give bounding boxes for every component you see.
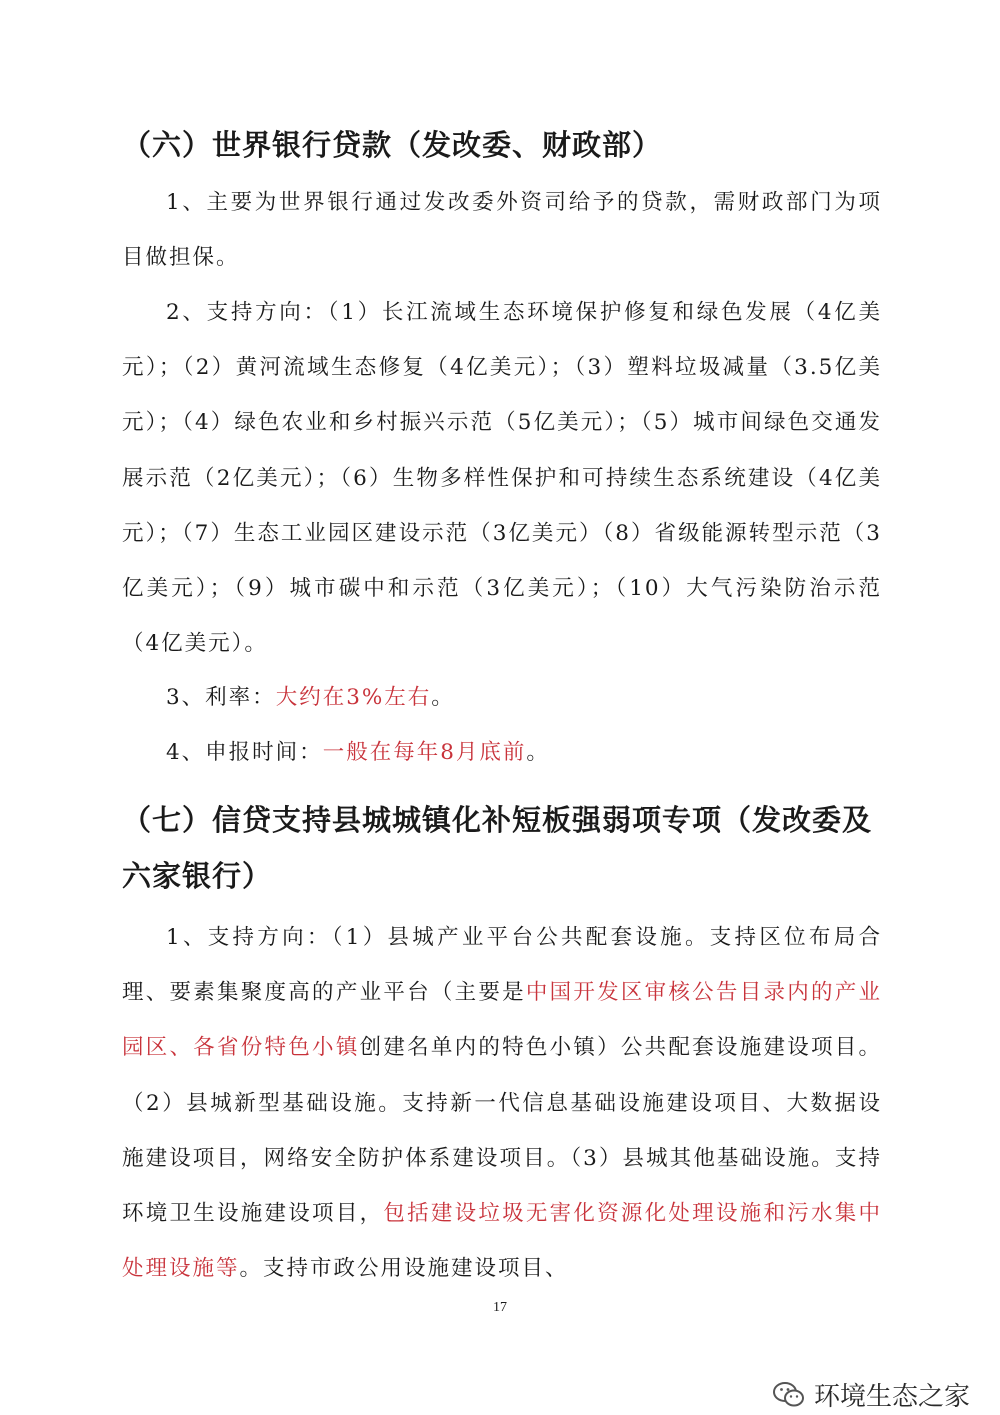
wechat-icon: [772, 1381, 806, 1409]
section6-paragraph-4: [122, 725, 882, 780]
rate-value: 大约在3%左右: [275, 685, 432, 710]
support-text-a: 1、支持方向：（1）县城产业平台公共配套设施。支持区位布局合理、要素集聚度高的产业平台（主要是: [122, 925, 882, 1006]
support-highlight-2: 包括建设垃圾无害化资源化处理设施和污水集中处理设施等: [122, 1201, 882, 1282]
deadline-label: 4、申报时间：: [166, 740, 323, 765]
section7-heading: （七）信贷支持县城城镇化补短板强弱项专项（发改委及六家银行）: [122, 803, 873, 893]
section6-paragraph-3: [122, 670, 882, 725]
watermark-text: 环境生态之家: [813, 1382, 970, 1412]
watermark: [772, 1376, 970, 1413]
section7-paragraph-1: [122, 910, 882, 1296]
section6-heading: （六）世界银行贷款（发改委、财政部）: [122, 128, 663, 162]
section6-paragraph-1: 1、主要为世界银行通过发改委外资司给予的贷款，需财政部门为项目做担保。: [122, 190, 882, 271]
deadline-value: 一般在每年8月底前: [322, 740, 527, 765]
rate-end: 。: [431, 685, 455, 710]
support-text-b: 创建名单内的特色小镇）公共配套设施建设项目。（2）县城新型基础设施。支持新一代信息基础设施建设项目、大数据设施建设项目，网络安全防护体系建设项目。（3）县城其他基础设施。支持环境卫生设施建设项目，: [122, 1035, 882, 1227]
support-highlight-1: 中国开发区审核公告目录内的产业园区、各省份特色小镇: [122, 980, 882, 1061]
section6-paragraph-2: 2、支持方向：（1）长江流域生态环境保护修复和绿色发展（4亿美元）；（2）黄河流域生态修复（4亿美元）；（3）塑料垃圾减量（3.5亿美元）；（4）绿色农业和乡村振兴示范（5亿美元）；（5）城市间绿色交通发展示范（2亿美元）；（6）生物多样性保护和可持续生态系统建设（4亿美元）；（7）生态工业园区建设示范（3亿美元）（8）省级能源转型示范（3亿美元）；（9）城市碳中和示范（3亿美元）；（10）大气污染防治示范（4亿美元）。: [122, 300, 882, 657]
rate-label: 3、利率：: [166, 685, 276, 710]
deadline-end: 。: [526, 740, 550, 765]
page-number: 17: [493, 1300, 507, 1315]
support-text-c: 。支持市政公用设施建设项目、: [239, 1256, 569, 1282]
